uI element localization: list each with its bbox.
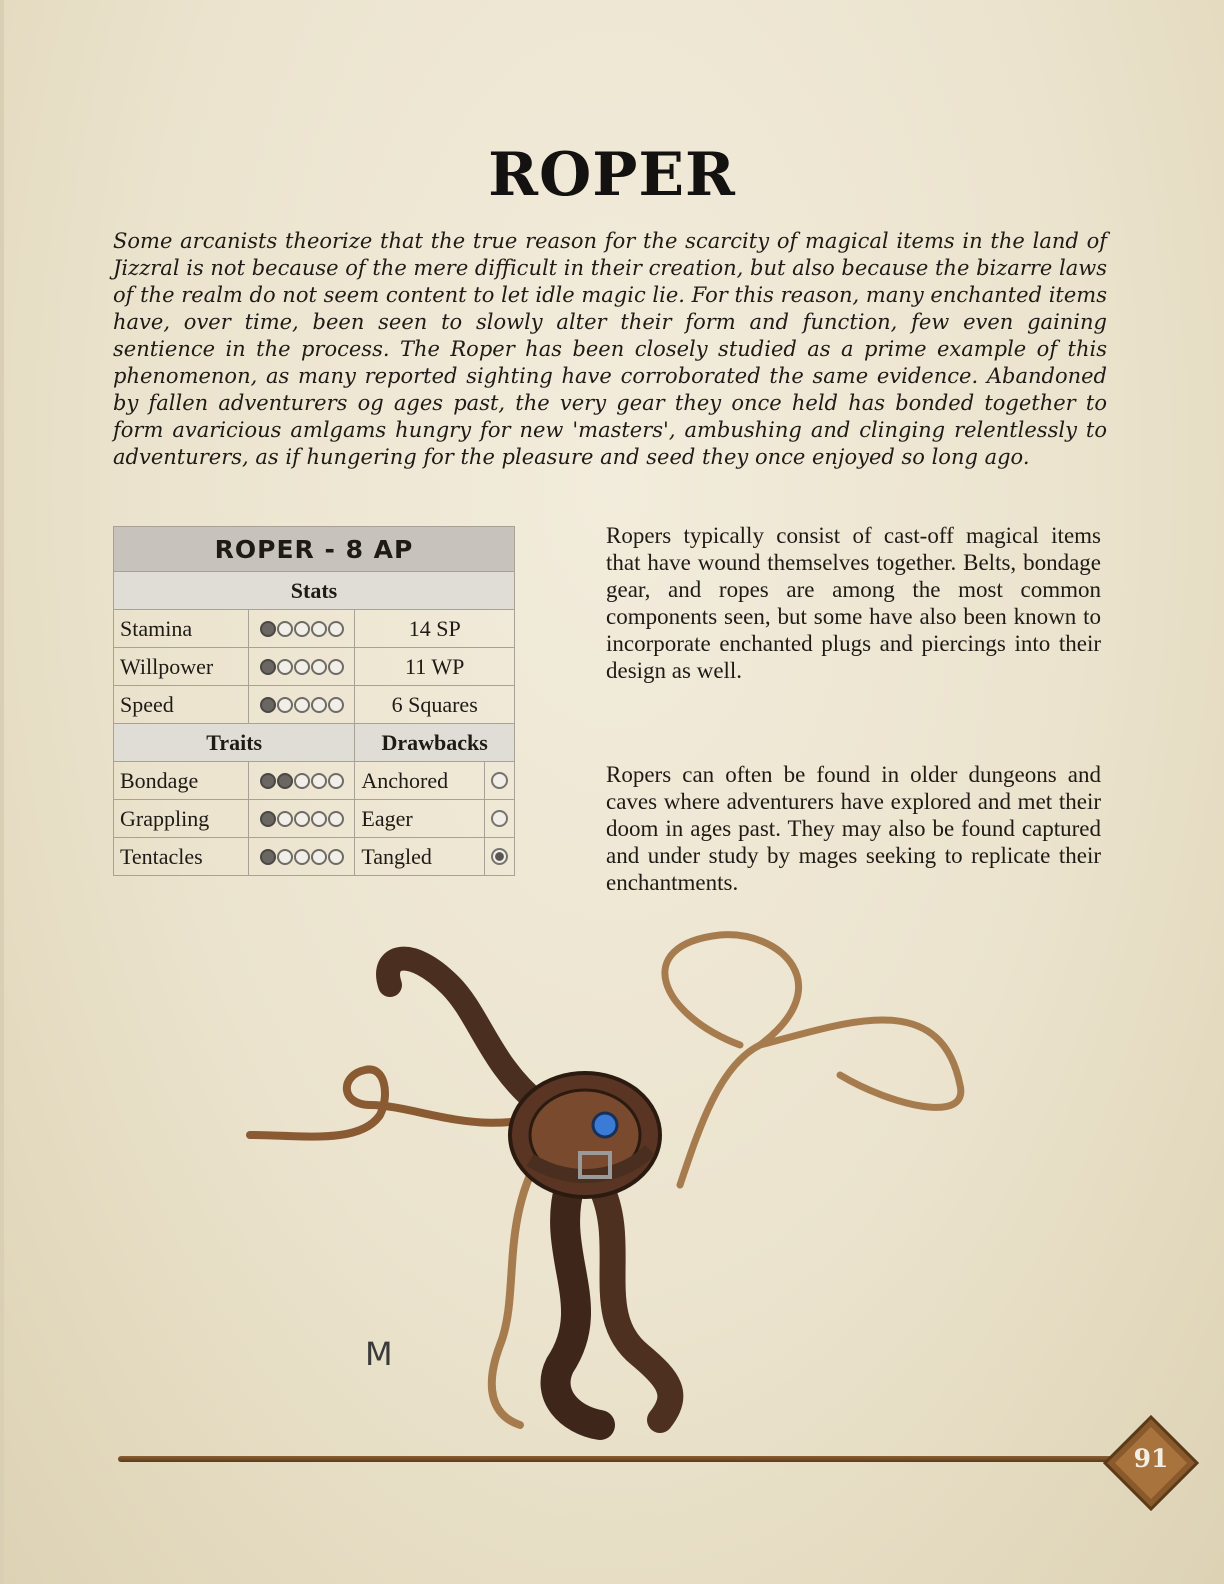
rating-dot-empty — [277, 849, 293, 865]
rating-dot-empty — [328, 621, 344, 637]
rating-dot-empty — [328, 849, 344, 865]
rating-dots — [249, 648, 355, 686]
traits-label: Traits — [114, 724, 355, 762]
rating-dot-empty — [311, 849, 327, 865]
rating-dots — [249, 762, 355, 800]
rating-dot-group — [255, 849, 348, 865]
trait-row — [114, 800, 515, 838]
rating-dot-empty — [277, 621, 293, 637]
rating-dot-group — [255, 621, 348, 637]
checkbox-checked — [491, 848, 508, 865]
trait-name: Grappling — [114, 800, 249, 838]
rating-dot-empty — [311, 697, 327, 713]
drawback-name: Tangled — [355, 838, 484, 876]
stat-name: Willpower — [114, 648, 249, 686]
roper-illustration — [240, 925, 980, 1445]
stat-value: 14 SP — [355, 610, 515, 648]
trait-name: Tentacles — [114, 838, 249, 876]
rating-dot-filled — [277, 773, 293, 789]
rating-dot-filled — [260, 697, 276, 713]
stat-block-header: ROPER - 8 AP — [114, 527, 515, 572]
stat-name: Speed — [114, 686, 249, 724]
rating-dot-empty — [294, 849, 310, 865]
trait-row — [114, 838, 515, 876]
rating-dots — [249, 800, 355, 838]
stat-row — [114, 686, 515, 724]
rating-dot-empty — [294, 811, 310, 827]
rating-dot-empty — [294, 773, 310, 789]
rating-dot-filled — [260, 773, 276, 789]
drawback-checkbox — [484, 838, 514, 876]
page-number: 91 — [1133, 1444, 1169, 1473]
footer-rule — [118, 1456, 1128, 1462]
stat-row — [114, 648, 515, 686]
drawback-checkbox — [484, 762, 514, 800]
rating-dots — [249, 610, 355, 648]
rating-dot-empty — [277, 811, 293, 827]
rating-dot-filled — [260, 849, 276, 865]
intro-paragraph: Some arcanists theorize that the true reason for the scarcity of magical items in the land of Jizzral is not because of the mere difficult in their creation, but also because the bizarre laws of the realm do not seem content to let idle magic lie. For this reason, many enchanted items have, over time, been seen to slowly alter their form and function, few even gaining sentience in the process. The Roper has been closely studied as a prime example of this phenomenon, as many reported sighting have corroborated the same evidence. Abandoned by fallen adventurers og ages past, the very gear they once held has bonded together to form avaricious amlgams hungry for new 'masters', ambushing and clinging relentlessly to adventurers, as if hungering for the pleasure and seed they once enjoyed so long ago. — [113, 229, 1107, 469]
rating-dot-filled — [260, 811, 276, 827]
rating-dot-group — [255, 697, 348, 713]
rating-dot-group — [255, 659, 348, 675]
drawback-name: Anchored — [355, 762, 484, 800]
trait-name: Bondage — [114, 762, 249, 800]
rating-dot-empty — [328, 811, 344, 827]
rating-dot-filled — [260, 621, 276, 637]
rating-dot-empty — [328, 659, 344, 675]
drawbacks-label: Drawbacks — [355, 724, 515, 762]
rating-dot-empty — [311, 773, 327, 789]
rating-dot-empty — [294, 697, 310, 713]
page-title: ROPER — [488, 140, 736, 210]
rating-dot-filled — [260, 659, 276, 675]
stat-name: Stamina — [114, 610, 249, 648]
stat-block — [113, 526, 515, 876]
rating-dots — [249, 838, 355, 876]
rating-dot-empty — [328, 773, 344, 789]
trait-row — [114, 762, 515, 800]
rating-dot-empty — [294, 621, 310, 637]
rating-dot-group — [255, 773, 348, 789]
artist-signature: M — [365, 1335, 393, 1373]
description-paragraph-2: Ropers can often be found in older dungeons and caves where adventurers have explored and met their doom in ages past. They may also be found captured and under study by mages seeking to replicate their enchantments. — [606, 762, 1101, 895]
rating-dot-empty — [311, 811, 327, 827]
rating-dot-empty — [311, 621, 327, 637]
rating-dots — [249, 686, 355, 724]
rating-dot-empty — [311, 659, 327, 675]
rating-dot-empty — [294, 659, 310, 675]
description-paragraph-1: Ropers typically consist of cast-off magical items that have wound themselves together. Belts, bondage gear, and ropes are among the most common components seen, but some have also been known to incorporate enchanted plugs and piercings into their design as well. — [606, 523, 1101, 683]
page-edge — [0, 0, 4, 1584]
rating-dot-group — [255, 811, 348, 827]
stat-row — [114, 610, 515, 648]
checkbox-unchecked — [491, 772, 508, 789]
checkbox-unchecked — [491, 810, 508, 827]
stat-value: 6 Squares — [355, 686, 515, 724]
drawback-name: Eager — [355, 800, 484, 838]
stats-label: Stats — [114, 572, 515, 610]
rating-dot-empty — [277, 697, 293, 713]
stat-value: 11 WP — [355, 648, 515, 686]
drawback-checkbox — [484, 800, 514, 838]
rating-dot-empty — [277, 659, 293, 675]
rating-dot-empty — [328, 697, 344, 713]
